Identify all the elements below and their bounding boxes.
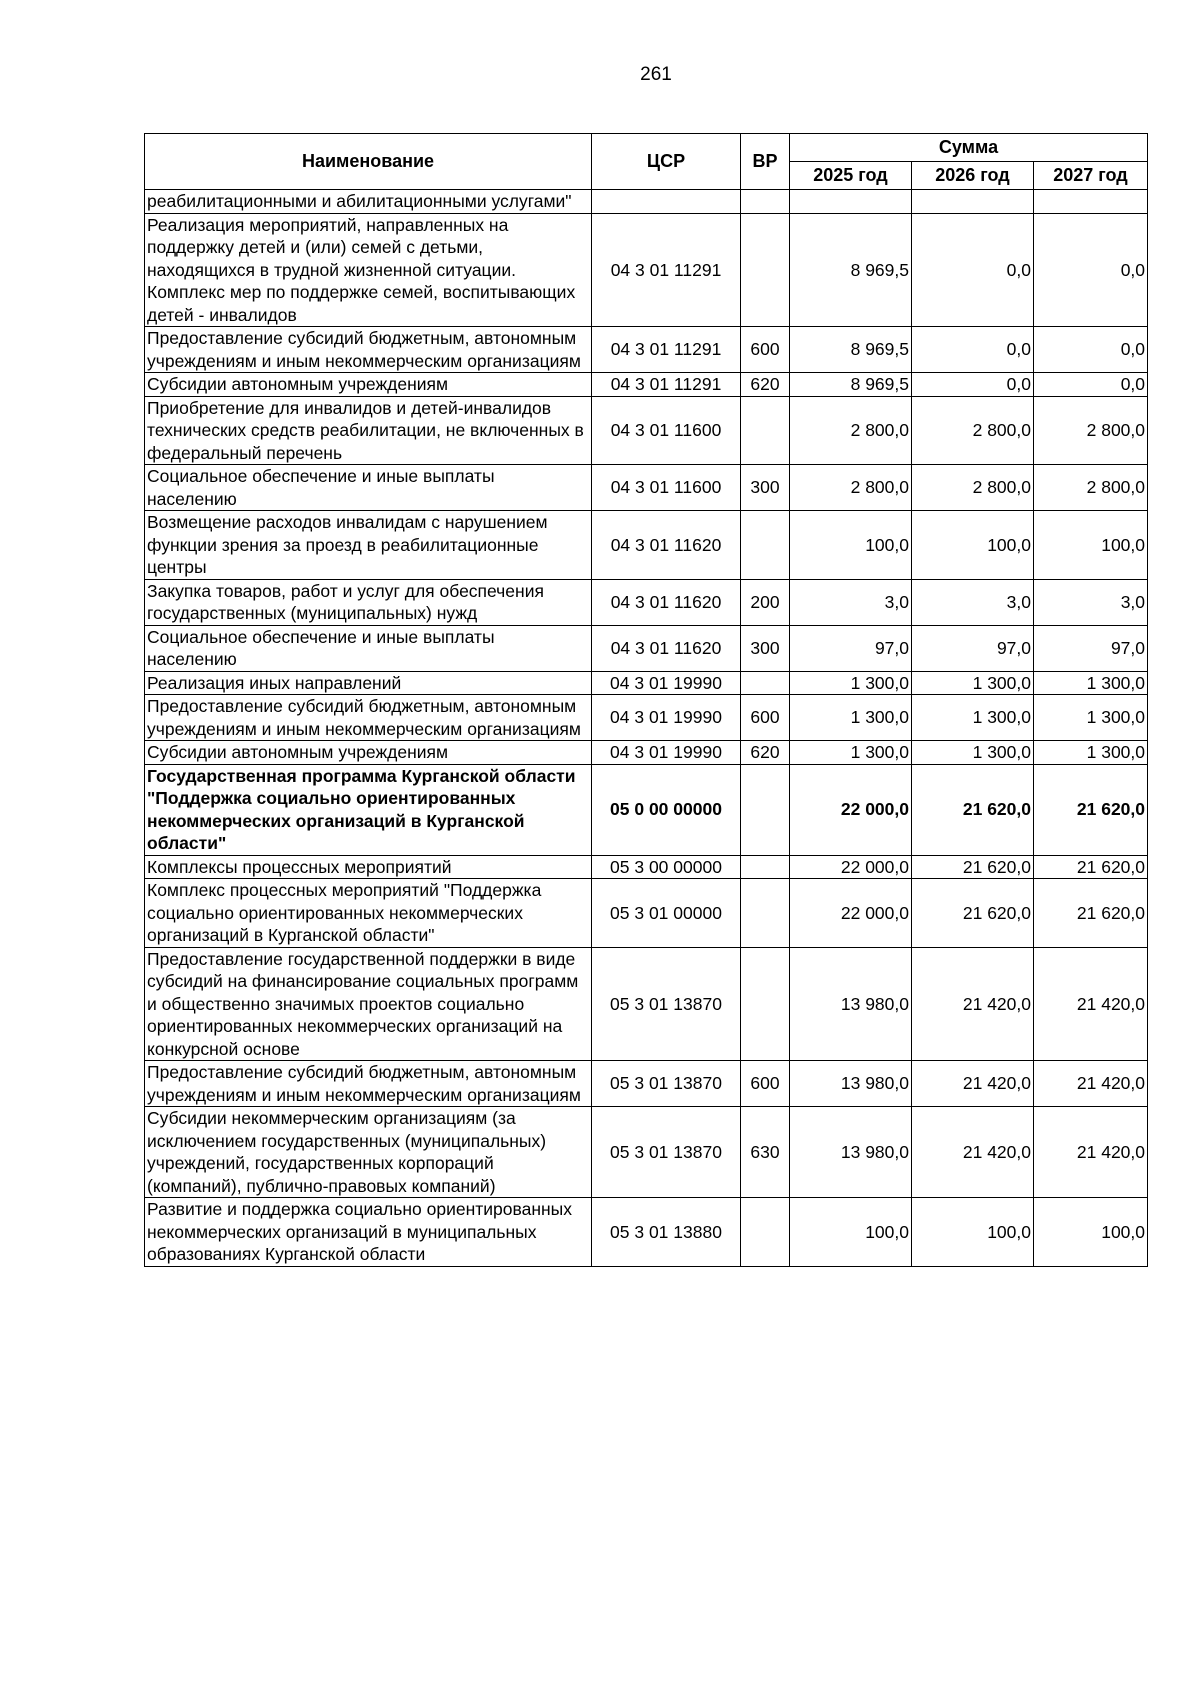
row-sum-2025: 1 300,0 [790,695,912,741]
row-sum-2027: 2 800,0 [1034,465,1148,511]
row-name: Предоставление государственной поддержки в виде субсидий на финансирование социальных программ и общественно значимых проектов социально ориентированных некоммерческих организаций на конкурсной основе [145,947,592,1061]
row-sum-2027: 3,0 [1034,579,1148,625]
table-row [145,947,1148,1061]
row-vr [741,190,790,214]
row-name: Предоставление субсидий бюджетным, автономным учреждениям и иным некоммерческим организациям [145,327,592,373]
row-name: реабилитационными и абилитационными услугами" [145,190,592,214]
row-csr: 05 3 01 13870 [592,947,741,1061]
table-row [145,671,1148,695]
row-csr: 05 3 01 13880 [592,1198,741,1267]
row-sum-2027: 100,0 [1034,511,1148,580]
row-sum-2025: 1 300,0 [790,741,912,765]
row-sum-2026: 0,0 [912,213,1034,327]
row-name: Закупка товаров, работ и услуг для обеспечения государственных (муниципальных) нужд [145,579,592,625]
row-name: Субсидии некоммерческим организациям (за исключением государственных (муниципальных) учреждений, государственных корпораций (компаний), публично-правовых компаний) [145,1107,592,1198]
header-csr: ЦСР [592,134,741,190]
row-vr: 200 [741,579,790,625]
row-sum-2026: 97,0 [912,625,1034,671]
table-row [145,213,1148,327]
table-row [145,1198,1148,1267]
row-csr: 04 3 01 11620 [592,579,741,625]
row-csr: 05 3 01 13870 [592,1107,741,1198]
row-sum-2027: 0,0 [1034,213,1148,327]
row-sum-2026: 21 420,0 [912,1107,1034,1198]
row-vr [741,511,790,580]
row-sum-2025: 100,0 [790,511,912,580]
row-name: Субсидии автономным учреждениям [145,741,592,765]
row-sum-2027: 100,0 [1034,1198,1148,1267]
table-row [145,1107,1148,1198]
row-name: Комплекс процессных мероприятий "Поддержка социально ориентированных некоммерческих организаций в Курганской области" [145,879,592,948]
row-sum-2026: 100,0 [912,1198,1034,1267]
row-sum-2027: 0,0 [1034,373,1148,397]
row-csr: 04 3 01 11600 [592,465,741,511]
row-vr [741,764,790,855]
row-name: Субсидии автономным учреждениям [145,373,592,397]
row-sum-2026: 2 800,0 [912,396,1034,465]
table-row [145,855,1148,879]
row-sum-2027: 21 420,0 [1034,1107,1148,1198]
row-sum-2027: 0,0 [1034,327,1148,373]
table-row [145,511,1148,580]
row-vr [741,396,790,465]
row-sum-2026: 100,0 [912,511,1034,580]
row-vr [741,671,790,695]
header-vr: ВР [741,134,790,190]
row-csr [592,190,741,214]
row-vr [741,855,790,879]
row-csr: 04 3 01 11291 [592,327,741,373]
row-vr: 600 [741,327,790,373]
row-sum-2027: 21 620,0 [1034,764,1148,855]
row-sum-2025: 8 969,5 [790,327,912,373]
row-vr [741,213,790,327]
page-number: 261 [640,64,672,85]
table-row [145,741,1148,765]
row-sum-2025: 13 980,0 [790,1061,912,1107]
row-sum-2025: 1 300,0 [790,671,912,695]
row-sum-2025: 22 000,0 [790,764,912,855]
row-sum-2025: 97,0 [790,625,912,671]
row-csr: 05 3 00 00000 [592,855,741,879]
row-vr [741,947,790,1061]
row-sum-2025: 8 969,5 [790,373,912,397]
row-sum-2025: 100,0 [790,1198,912,1267]
header-year-2026: 2026 год [912,162,1034,190]
row-sum-2026 [912,190,1034,214]
row-csr: 04 3 01 11291 [592,213,741,327]
row-vr: 300 [741,465,790,511]
row-name: Социальное обеспечение и иные выплаты населению [145,625,592,671]
row-csr: 05 3 01 13870 [592,1061,741,1107]
row-csr: 05 3 01 00000 [592,879,741,948]
row-sum-2026: 0,0 [912,373,1034,397]
row-sum-2026: 1 300,0 [912,695,1034,741]
row-vr [741,1198,790,1267]
row-csr: 04 3 01 11620 [592,625,741,671]
header-sum: Сумма [790,134,1148,162]
header-name: Наименование [145,134,592,190]
row-sum-2026: 21 420,0 [912,947,1034,1061]
row-vr: 600 [741,695,790,741]
row-sum-2027: 21 420,0 [1034,1061,1148,1107]
row-sum-2027: 1 300,0 [1034,741,1148,765]
row-name: Комплексы процессных мероприятий [145,855,592,879]
row-sum-2025 [790,190,912,214]
row-sum-2026: 21 420,0 [912,1061,1034,1107]
row-sum-2026: 21 620,0 [912,879,1034,948]
row-csr: 04 3 01 11291 [592,373,741,397]
row-vr: 300 [741,625,790,671]
row-name: Развитие и поддержка социально ориентированных некоммерческих организаций в муниципальных образованиях Курганской области [145,1198,592,1267]
table-row [145,625,1148,671]
row-vr: 620 [741,373,790,397]
row-name: Реализация иных направлений [145,671,592,695]
row-sum-2027: 1 300,0 [1034,695,1148,741]
row-sum-2026: 3,0 [912,579,1034,625]
row-sum-2025: 3,0 [790,579,912,625]
row-name: Реализация мероприятий, направленных на поддержку детей и (или) семей с детьми, находящихся в трудной жизненной ситуации. Комплекс мер по поддержке семей, воспитывающих детей - инвалидов [145,213,592,327]
row-sum-2027: 21 420,0 [1034,947,1148,1061]
row-vr: 600 [741,1061,790,1107]
header-year-2027: 2027 год [1034,162,1148,190]
row-sum-2025: 22 000,0 [790,879,912,948]
row-sum-2026: 1 300,0 [912,671,1034,695]
row-sum-2026: 21 620,0 [912,855,1034,879]
row-sum-2027: 21 620,0 [1034,879,1148,948]
row-name: Возмещение расходов инвалидам с нарушением функции зрения за проезд в реабилитационные центры [145,511,592,580]
row-sum-2025: 13 980,0 [790,947,912,1061]
row-name: Социальное обеспечение и иные выплаты населению [145,465,592,511]
row-vr: 630 [741,1107,790,1198]
row-sum-2025: 2 800,0 [790,465,912,511]
table-row [145,1061,1148,1107]
budget-table-body [145,190,1148,1267]
table-row [145,327,1148,373]
row-csr: 04 3 01 11620 [592,511,741,580]
row-vr [741,879,790,948]
row-sum-2027: 2 800,0 [1034,396,1148,465]
row-name: Предоставление субсидий бюджетным, автономным учреждениям и иным некоммерческим организациям [145,1061,592,1107]
table-row [145,695,1148,741]
row-csr: 05 0 00 00000 [592,764,741,855]
table-row [145,465,1148,511]
table-row [145,396,1148,465]
header-year-2025: 2025 год [790,162,912,190]
row-name: Государственная программа Курганской области "Поддержка социально ориентированных некоммерческих организаций в Курганской области" [145,764,592,855]
row-sum-2027: 1 300,0 [1034,671,1148,695]
row-sum-2025: 22 000,0 [790,855,912,879]
row-sum-2026: 1 300,0 [912,741,1034,765]
budget-table [144,133,1148,1267]
table-row [145,879,1148,948]
row-csr: 04 3 01 11600 [592,396,741,465]
table-row [145,373,1148,397]
row-sum-2025: 8 969,5 [790,213,912,327]
row-sum-2026: 2 800,0 [912,465,1034,511]
row-name: Приобретение для инвалидов и детей-инвалидов технических средств реабилитации, не включенных в федеральный перечень [145,396,592,465]
table-row [145,764,1148,855]
row-vr: 620 [741,741,790,765]
row-sum-2027 [1034,190,1148,214]
row-sum-2026: 21 620,0 [912,764,1034,855]
row-csr: 04 3 01 19990 [592,671,741,695]
row-sum-2027: 21 620,0 [1034,855,1148,879]
row-csr: 04 3 01 19990 [592,741,741,765]
row-name: Предоставление субсидий бюджетным, автономным учреждениям и иным некоммерческим организациям [145,695,592,741]
table-row [145,190,1148,214]
row-sum-2026: 0,0 [912,327,1034,373]
row-sum-2025: 2 800,0 [790,396,912,465]
row-sum-2025: 13 980,0 [790,1107,912,1198]
row-csr: 04 3 01 19990 [592,695,741,741]
table-row [145,579,1148,625]
row-sum-2027: 97,0 [1034,625,1148,671]
